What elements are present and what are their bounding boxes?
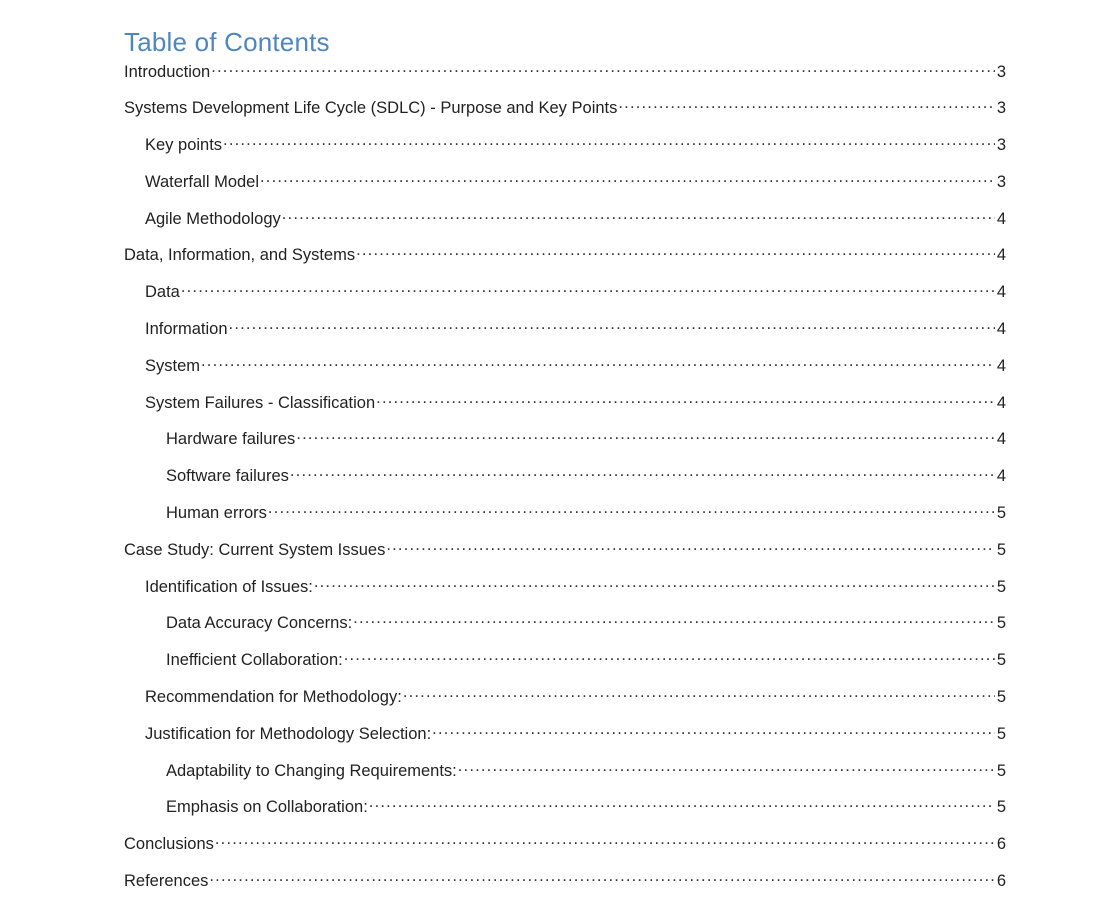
toc-entry-agile-methodology[interactable] (124, 207, 1006, 244)
toc-entry-label: Adaptability to Changing Requirements: (166, 761, 457, 780)
toc-entry-information[interactable] (124, 318, 1006, 355)
dot-leader (432, 722, 995, 739)
toc-page-number: 4 (996, 430, 1006, 449)
toc-page-number: 3 (996, 99, 1006, 118)
dot-leader (290, 465, 995, 482)
dot-leader (314, 575, 995, 592)
dot-leader (229, 318, 995, 335)
toc-page-number: 5 (996, 651, 1006, 670)
toc-page-number: 5 (996, 614, 1006, 633)
toc-entry-introduction[interactable] (124, 60, 1006, 97)
toc-entry-sdlc[interactable] (124, 97, 1006, 134)
toc-entry-key-points[interactable] (124, 134, 1006, 171)
toc-entry-waterfall-model[interactable] (124, 170, 1006, 207)
toc-entry-label: Data (145, 283, 180, 302)
toc-entry-label: Agile Methodology (145, 209, 281, 228)
toc-page-number: 4 (996, 283, 1006, 302)
dot-leader (376, 391, 995, 408)
dot-leader (260, 170, 995, 187)
dot-leader (223, 134, 995, 151)
toc-entry-label: Identification of Issues: (145, 577, 313, 596)
toc-entry-recommendation-for-methodology[interactable] (124, 686, 1006, 723)
toc-entry-identification-of-issues[interactable] (124, 575, 1006, 612)
toc-page-number: 5 (996, 798, 1006, 817)
toc-entry-label: Human errors (166, 504, 267, 523)
toc-entry-conclusions[interactable] (124, 833, 1006, 870)
toc-page-number: 4 (996, 393, 1006, 412)
toc-page-number: 3 (996, 136, 1006, 155)
toc-entry-data-accuracy-concerns[interactable] (124, 612, 1006, 649)
toc-entry-software-failures[interactable] (124, 465, 1006, 502)
toc-entry-label: Information (145, 320, 228, 339)
toc-entry-data-information-systems[interactable] (124, 244, 1006, 281)
dot-leader (215, 833, 995, 850)
toc-entry-justification-for-methodology[interactable] (124, 722, 1006, 759)
toc-entry-label: Data, Information, and Systems (124, 246, 356, 265)
toc-entry-label: System (145, 356, 201, 375)
dot-leader (353, 612, 995, 629)
toc-page-number: 3 (996, 62, 1006, 81)
toc-entry-label: Emphasis on Collaboration: (166, 798, 368, 817)
toc-page-number: 4 (996, 467, 1006, 486)
toc-page-number: 4 (996, 356, 1006, 375)
dot-leader (618, 97, 995, 114)
toc-page-number: 6 (996, 872, 1006, 891)
toc-entry-label: References (124, 872, 209, 891)
toc-entry-label: Inefficient Collaboration: (166, 651, 343, 670)
toc-entry-label: Hardware failures (166, 430, 296, 449)
toc-entry-system-failures[interactable] (124, 391, 1006, 428)
toc-entry-label: Conclusions (124, 835, 214, 854)
toc-page-number: 6 (996, 835, 1006, 854)
toc-entry-data[interactable] (124, 281, 1006, 318)
toc-page-number: 4 (996, 246, 1006, 265)
dot-leader (282, 207, 995, 224)
dot-leader (386, 538, 995, 555)
toc-entry-label: Data Accuracy Concerns: (166, 614, 353, 633)
dot-leader (344, 649, 995, 666)
toc-entry-label: Introduction (124, 62, 211, 81)
toc-entry-label: Systems Development Life Cycle (SDLC) - Purpose and Key Points (124, 99, 618, 118)
toc-entry-inefficient-collaboration[interactable] (124, 649, 1006, 686)
toc-title: Table of Contents (124, 27, 330, 57)
toc-entry-references[interactable] (124, 870, 1006, 907)
toc-entry-label: Waterfall Model (145, 172, 260, 191)
toc-entry-case-study[interactable] (124, 538, 1006, 575)
toc-page-number: 3 (996, 172, 1006, 191)
dot-leader (369, 796, 995, 813)
toc-entry-adaptability[interactable] (124, 759, 1006, 796)
toc-page-number: 5 (996, 761, 1006, 780)
toc-entry-human-errors[interactable] (124, 502, 1006, 539)
dot-leader (181, 281, 995, 298)
toc-entry-label: Key points (145, 136, 223, 155)
toc-entry-label: Justification for Methodology Selection: (145, 724, 432, 743)
toc-page-number: 5 (996, 724, 1006, 743)
toc-entry-label: Case Study: Current System Issues (124, 540, 386, 559)
toc-page-number: 4 (996, 209, 1006, 228)
toc-list (124, 60, 1006, 906)
toc-entry-label: System Failures - Classification (145, 393, 376, 412)
dot-leader (296, 428, 995, 445)
dot-leader (211, 60, 995, 77)
toc-page-number: 5 (996, 504, 1006, 523)
dot-leader (403, 686, 995, 703)
toc-page-number: 5 (996, 688, 1006, 707)
toc-entry-system[interactable] (124, 354, 1006, 391)
toc-entry-label: Software failures (166, 467, 289, 486)
dot-leader (458, 759, 995, 776)
toc-entry-emphasis-on-collaboration[interactable] (124, 796, 1006, 833)
dot-leader (201, 354, 995, 371)
toc-entry-hardware-failures[interactable] (124, 428, 1006, 465)
dot-leader (268, 502, 995, 519)
document-page (124, 24, 1006, 906)
toc-page-number: 5 (996, 577, 1006, 596)
dot-leader (209, 870, 995, 887)
toc-entry-label: Recommendation for Methodology: (145, 688, 402, 707)
dot-leader (356, 244, 995, 261)
toc-page-number: 4 (996, 320, 1006, 339)
toc-page-number: 5 (996, 540, 1006, 559)
